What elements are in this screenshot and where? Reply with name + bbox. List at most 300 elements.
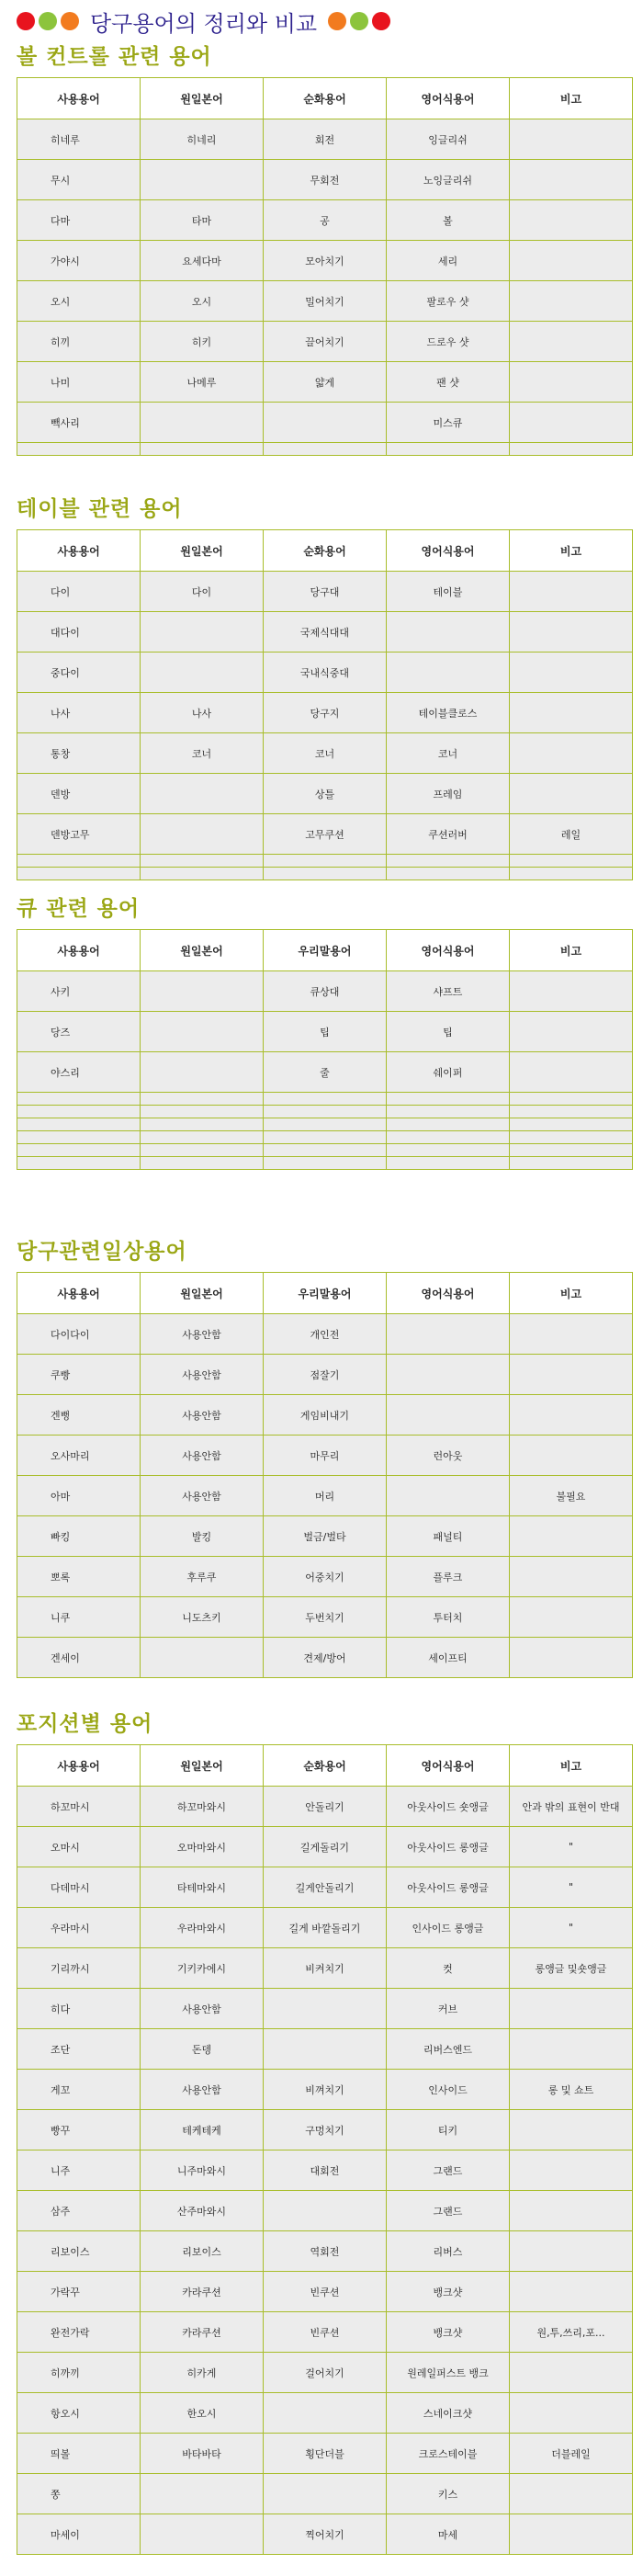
table-cell: 통창 xyxy=(17,733,141,774)
table-cell xyxy=(510,403,633,443)
table-cell: 리버스 xyxy=(387,2231,510,2272)
table-cell: 다마 xyxy=(17,200,141,241)
table-cell: 횡단더블 xyxy=(264,2434,387,2474)
table-cell: 히키 xyxy=(141,322,264,362)
table-cell: 인사이드 xyxy=(387,2070,510,2110)
table-cell xyxy=(510,1157,633,1170)
table-cell: 머리 xyxy=(264,1476,387,1516)
table-cell xyxy=(387,653,510,693)
table-cell xyxy=(510,653,633,693)
table-cell: 길게 바깥돌리기 xyxy=(264,1908,387,1948)
table-cell: 빈쿠션 xyxy=(264,2312,387,2353)
table-cell: 공 xyxy=(264,200,387,241)
table-cell xyxy=(387,1157,510,1170)
table-cell xyxy=(387,612,510,653)
table-cell: 리버스엔드 xyxy=(387,2029,510,2070)
table-cell: 역회전 xyxy=(264,2231,387,2272)
column-header: 원일본어 xyxy=(141,530,264,572)
table-cell xyxy=(264,1118,387,1131)
table-cell xyxy=(17,1144,141,1157)
table-cell xyxy=(510,160,633,200)
table-cell: 다이 xyxy=(17,572,141,612)
table-cell: 사용안함 xyxy=(141,1395,264,1436)
table-cell: 비껴치기 xyxy=(264,2070,387,2110)
table-cell xyxy=(510,733,633,774)
table-cell xyxy=(264,1144,387,1157)
section xyxy=(17,493,632,880)
table-row xyxy=(17,362,633,403)
table-cell: 쿠션러버 xyxy=(387,814,510,855)
table-cell xyxy=(387,443,510,456)
table-cell: " xyxy=(510,1827,633,1867)
red-dot-icon xyxy=(17,12,35,30)
table-cell: 타마 xyxy=(141,200,264,241)
table-cell: 히카게 xyxy=(141,2353,264,2393)
table-cell xyxy=(510,2474,633,2514)
table-cell xyxy=(510,1314,633,1355)
table-header-row xyxy=(17,78,633,119)
table-cell: 코너 xyxy=(141,733,264,774)
table-row xyxy=(17,1157,633,1170)
table-cell: 샤프트 xyxy=(387,971,510,1012)
table-cell: 원,투,쓰리,포... xyxy=(510,2312,633,2353)
column-header: 비고 xyxy=(510,1273,633,1314)
table-cell: 대다이 xyxy=(17,612,141,653)
table-cell: 사용안함 xyxy=(141,1436,264,1476)
table-cell: 개인전 xyxy=(264,1314,387,1355)
table-cell: 코너 xyxy=(264,733,387,774)
table-cell: 나사 xyxy=(141,693,264,733)
table-cell: 기키카에시 xyxy=(141,1948,264,1989)
table-row xyxy=(17,1638,633,1678)
table-cell: 다데마시 xyxy=(17,1867,141,1908)
table-cell: 볼 xyxy=(387,200,510,241)
table-cell xyxy=(264,1157,387,1170)
table-row xyxy=(17,119,633,160)
table-cell xyxy=(264,868,387,880)
table-cell xyxy=(510,1597,633,1638)
table-cell xyxy=(141,1118,264,1131)
table-cell xyxy=(510,572,633,612)
table-cell xyxy=(387,1355,510,1395)
table-header-row xyxy=(17,1273,633,1314)
column-header: 순화용어 xyxy=(264,1745,387,1787)
table-cell: 타테마와시 xyxy=(141,1867,264,1908)
column-header: 영어식용어 xyxy=(387,1745,510,1787)
table-cell: 중다이 xyxy=(17,653,141,693)
table-cell: 롱앵글 및숏앵글 xyxy=(510,1948,633,1989)
table-cell: 바타바타 xyxy=(141,2434,264,2474)
table-cell: 세이프티 xyxy=(387,1638,510,1678)
table-cell: 다이 xyxy=(141,572,264,612)
table-cell: 안과 밖의 표현이 반대 xyxy=(510,1787,633,1827)
table-cell: 투터치 xyxy=(387,1597,510,1638)
table-cell: 사용안함 xyxy=(141,2070,264,2110)
table-row xyxy=(17,1012,633,1052)
table-cell: 스네이크샷 xyxy=(387,2393,510,2434)
table-cell: 쫑 xyxy=(17,2474,141,2514)
table-cell xyxy=(17,1093,141,1106)
table-cell: 덴방고무 xyxy=(17,814,141,855)
table-cell xyxy=(17,855,141,868)
table-cell: 아웃사이드 숏앵글 xyxy=(387,1787,510,1827)
table-cell: 오마시 xyxy=(17,1827,141,1867)
table-cell xyxy=(387,1476,510,1516)
table-cell: 더블레일 xyxy=(510,2434,633,2474)
table-cell: 쉐이퍼 xyxy=(387,1052,510,1093)
section-title: 포지션별 용어 xyxy=(17,1712,153,1736)
orange-dot-icon xyxy=(61,12,79,30)
column-header: 영어식용어 xyxy=(387,530,510,572)
table-cell: 걸어치기 xyxy=(264,2353,387,2393)
table-cell: 밀어치기 xyxy=(264,281,387,322)
section xyxy=(17,892,632,1170)
table-cell: 팬 샷 xyxy=(387,362,510,403)
table-cell: 크로스테이블 xyxy=(387,2434,510,2474)
table-cell: 테이블 xyxy=(387,572,510,612)
table-row xyxy=(17,1867,633,1908)
table-row xyxy=(17,1052,633,1093)
table-row xyxy=(17,1787,633,1827)
table-cell: 오시 xyxy=(17,281,141,322)
table-cell xyxy=(141,160,264,200)
section xyxy=(17,40,632,456)
table-cell xyxy=(510,1436,633,1476)
table-cell: 겐뻥 xyxy=(17,1395,141,1436)
table-cell: 쿠빵 xyxy=(17,1355,141,1395)
table-cell: 히네루 xyxy=(17,119,141,160)
table-cell: 국내식중대 xyxy=(264,653,387,693)
table-cell xyxy=(387,1131,510,1144)
table-cell xyxy=(510,1093,633,1106)
table-cell xyxy=(510,200,633,241)
green-dot-icon xyxy=(39,12,57,30)
table-row xyxy=(17,1827,633,1867)
table-cell: 테케테케 xyxy=(141,2110,264,2150)
table-cell xyxy=(510,241,633,281)
table-cell xyxy=(141,1131,264,1144)
table-header-row xyxy=(17,930,633,971)
section xyxy=(17,1708,632,2555)
table-row xyxy=(17,2353,633,2393)
table-cell xyxy=(510,1144,633,1157)
table-cell xyxy=(510,2514,633,2555)
table-cell: 아마 xyxy=(17,1476,141,1516)
table-cell: 돈뎅 xyxy=(141,2029,264,2070)
table-cell: 세리 xyxy=(387,241,510,281)
column-header: 비고 xyxy=(510,1745,633,1787)
table-cell xyxy=(510,362,633,403)
table-cell: 사키 xyxy=(17,971,141,1012)
table-cell: " xyxy=(510,1867,633,1908)
table-cell xyxy=(387,1395,510,1436)
table-cell xyxy=(510,868,633,880)
table-cell: 아웃사이드 롱앵글 xyxy=(387,1827,510,1867)
table-row xyxy=(17,2231,633,2272)
table-row xyxy=(17,653,633,693)
table-cell xyxy=(141,1106,264,1118)
table-row xyxy=(17,733,633,774)
table-cell: 상틀 xyxy=(264,774,387,814)
table-cell: 패널티 xyxy=(387,1516,510,1557)
table-cell xyxy=(141,1052,264,1093)
table-cell xyxy=(141,2514,264,2555)
table-cell: 아웃사이드 롱앵글 xyxy=(387,1867,510,1908)
table-cell xyxy=(17,443,141,456)
table-row xyxy=(17,2434,633,2474)
table-row xyxy=(17,1516,633,1557)
table-cell xyxy=(387,1118,510,1131)
table-row xyxy=(17,1131,633,1144)
table-cell: 카라쿠션 xyxy=(141,2272,264,2312)
table-cell xyxy=(510,322,633,362)
table-row xyxy=(17,2514,633,2555)
table-cell xyxy=(510,281,633,322)
table-cell: 그랜드 xyxy=(387,2191,510,2231)
table-cell: 카라쿠션 xyxy=(141,2312,264,2353)
table-cell: 기리까시 xyxy=(17,1948,141,1989)
table-cell xyxy=(141,1144,264,1157)
table-row xyxy=(17,281,633,322)
table-cell xyxy=(510,2272,633,2312)
table-cell: 마세 xyxy=(387,2514,510,2555)
page-title: 당구용어의 정리와 비교 xyxy=(90,10,318,37)
table-row xyxy=(17,1093,633,1106)
table-cell: 찍어치기 xyxy=(264,2514,387,2555)
table-cell xyxy=(510,2353,633,2393)
table-cell: " xyxy=(510,1908,633,1948)
table-cell: 사용안함 xyxy=(141,1355,264,1395)
table-cell: 사용안함 xyxy=(141,1989,264,2029)
table-cell: 후루쿠 xyxy=(141,1557,264,1597)
table-cell: 안돌리기 xyxy=(264,1787,387,1827)
table-cell: 리보이스 xyxy=(141,2231,264,2272)
table-cell: 원레일퍼스트 뱅크 xyxy=(387,2353,510,2393)
table-row xyxy=(17,322,633,362)
table-cell: 뱅크샷 xyxy=(387,2312,510,2353)
table-cell: 고무쿠션 xyxy=(264,814,387,855)
table-cell: 덴방 xyxy=(17,774,141,814)
term-table xyxy=(17,529,633,880)
table-cell xyxy=(510,774,633,814)
table-row xyxy=(17,612,633,653)
table-cell xyxy=(510,1012,633,1052)
column-header: 순화용어 xyxy=(264,78,387,119)
table-cell: 그랜드 xyxy=(387,2150,510,2191)
table-row xyxy=(17,2312,633,2353)
table-cell: 미스큐 xyxy=(387,403,510,443)
table-cell: 팁 xyxy=(387,1012,510,1052)
table-cell xyxy=(264,855,387,868)
table-cell: 큐상대 xyxy=(264,971,387,1012)
table-cell xyxy=(141,1638,264,1678)
table-cell: 항오시 xyxy=(17,2393,141,2434)
table-cell: 얇게 xyxy=(264,362,387,403)
column-header: 원일본어 xyxy=(141,1745,264,1787)
table-cell: 견제/방어 xyxy=(264,1638,387,1678)
column-header: 사용용어 xyxy=(17,530,141,572)
column-header: 사용용어 xyxy=(17,1273,141,1314)
table-row xyxy=(17,1106,633,1118)
table-cell xyxy=(264,403,387,443)
table-cell: 니주마와시 xyxy=(141,2150,264,2191)
table-cell: 히끼 xyxy=(17,322,141,362)
table-cell: 모아치기 xyxy=(264,241,387,281)
table-cell: 길게돌리기 xyxy=(264,1827,387,1867)
table-row xyxy=(17,2393,633,2434)
table-cell: 야스리 xyxy=(17,1052,141,1093)
table-row xyxy=(17,443,633,456)
table-row xyxy=(17,160,633,200)
table-row xyxy=(17,2191,633,2231)
table-cell xyxy=(141,971,264,1012)
table-cell: 다이다이 xyxy=(17,1314,141,1355)
table-row xyxy=(17,2272,633,2312)
section xyxy=(17,1235,632,1678)
table-cell: 어중치기 xyxy=(264,1557,387,1597)
table-cell: 길게안돌리기 xyxy=(264,1867,387,1908)
table-cell xyxy=(141,868,264,880)
red-dot-icon xyxy=(372,12,390,30)
table-row xyxy=(17,2110,633,2150)
table-cell: 당구대 xyxy=(264,572,387,612)
table-cell xyxy=(141,1012,264,1052)
table-cell: 빈쿠션 xyxy=(264,2272,387,2312)
table-cell: 요세다마 xyxy=(141,241,264,281)
table-row xyxy=(17,1948,633,1989)
table-cell: 히다 xyxy=(17,1989,141,2029)
table-cell xyxy=(264,443,387,456)
table-cell: 니쿠 xyxy=(17,1597,141,1638)
table-cell xyxy=(141,612,264,653)
table-cell: 노잉글리쉬 xyxy=(387,160,510,200)
table-cell xyxy=(264,2474,387,2514)
table-cell: 당구지 xyxy=(264,693,387,733)
table-cell xyxy=(510,1395,633,1436)
table-cell: 무회전 xyxy=(264,160,387,200)
table-cell: 당즈 xyxy=(17,1012,141,1052)
table-cell: 니도츠키 xyxy=(141,1597,264,1638)
table-cell xyxy=(510,1516,633,1557)
orange-dot-icon xyxy=(328,12,346,30)
table-cell xyxy=(510,1638,633,1678)
table-cell: 빵꾸 xyxy=(17,2110,141,2150)
table-cell: 뱅크샷 xyxy=(387,2272,510,2312)
section-title: 테이블 관련 용어 xyxy=(17,497,183,521)
column-header: 사용용어 xyxy=(17,930,141,971)
table-cell: 가락꾸 xyxy=(17,2272,141,2312)
table-cell xyxy=(510,2191,633,2231)
table-cell: 플루크 xyxy=(387,1557,510,1597)
table-cell xyxy=(17,1118,141,1131)
table-cell xyxy=(510,2231,633,2272)
table-cell xyxy=(17,1157,141,1170)
table-cell xyxy=(17,868,141,880)
table-row xyxy=(17,1989,633,2029)
column-header: 우리말용어 xyxy=(264,930,387,971)
column-header: 영어식용어 xyxy=(387,78,510,119)
table-cell: 띄볼 xyxy=(17,2434,141,2474)
table-cell: 히까끼 xyxy=(17,2353,141,2393)
table-cell xyxy=(141,403,264,443)
table-cell xyxy=(510,1106,633,1118)
table-row xyxy=(17,1597,633,1638)
table-row xyxy=(17,200,633,241)
table-cell xyxy=(510,1118,633,1131)
table-cell: 빠킹 xyxy=(17,1516,141,1557)
table-cell xyxy=(510,2110,633,2150)
table-cell: 가야시 xyxy=(17,241,141,281)
table-cell xyxy=(17,1106,141,1118)
table-cell xyxy=(510,1052,633,1093)
section-title: 당구관련일상용어 xyxy=(17,1240,187,1264)
section-title: 볼 컨트롤 관련 용어 xyxy=(17,45,212,69)
table-cell: 마세이 xyxy=(17,2514,141,2555)
table-row xyxy=(17,1314,633,1355)
table-cell: 레일 xyxy=(510,814,633,855)
term-table xyxy=(17,929,633,1170)
table-cell xyxy=(387,1093,510,1106)
table-cell xyxy=(387,1314,510,1355)
table-cell: 우라마와시 xyxy=(141,1908,264,1948)
table-row xyxy=(17,572,633,612)
table-cell: 마무리 xyxy=(264,1436,387,1476)
section-title: 큐 관련 용어 xyxy=(17,897,141,921)
column-header: 사용용어 xyxy=(17,1745,141,1787)
table-cell: 나미 xyxy=(17,362,141,403)
page-title-row xyxy=(17,6,390,37)
table-cell xyxy=(510,855,633,868)
table-row xyxy=(17,1355,633,1395)
table-row xyxy=(17,2029,633,2070)
table-cell: 벌금/벌타 xyxy=(264,1516,387,1557)
table-row xyxy=(17,1395,633,1436)
table-cell: 산주마와시 xyxy=(141,2191,264,2231)
table-row xyxy=(17,868,633,880)
table-cell: 드로우 샷 xyxy=(387,322,510,362)
table-cell xyxy=(141,855,264,868)
green-dot-icon xyxy=(350,12,368,30)
table-cell xyxy=(141,443,264,456)
table-cell: 오시 xyxy=(141,281,264,322)
table-cell: 게임비내기 xyxy=(264,1395,387,1436)
column-header: 원일본어 xyxy=(141,78,264,119)
table-row xyxy=(17,1557,633,1597)
table-cell xyxy=(264,1131,387,1144)
table-row xyxy=(17,403,633,443)
table-cell xyxy=(510,2029,633,2070)
table-cell: 구멍치기 xyxy=(264,2110,387,2150)
table-cell: 불필요 xyxy=(510,1476,633,1516)
table-cell: 테이블클로스 xyxy=(387,693,510,733)
table-cell xyxy=(387,1144,510,1157)
table-cell: 우라마시 xyxy=(17,1908,141,1948)
column-header: 영어식용어 xyxy=(387,1273,510,1314)
table-cell xyxy=(510,612,633,653)
table-cell: 프레임 xyxy=(387,774,510,814)
table-cell: 겐세이 xyxy=(17,1638,141,1678)
table-cell: 끌어치기 xyxy=(264,322,387,362)
table-cell xyxy=(141,814,264,855)
column-header: 비고 xyxy=(510,930,633,971)
table-cell xyxy=(264,2191,387,2231)
table-cell: 점잘기 xyxy=(264,1355,387,1395)
table-row xyxy=(17,1908,633,1948)
table-cell: 뽀록 xyxy=(17,1557,141,1597)
table-cell: 비켜치기 xyxy=(264,1948,387,1989)
table-cell: 회전 xyxy=(264,119,387,160)
table-cell xyxy=(510,1355,633,1395)
